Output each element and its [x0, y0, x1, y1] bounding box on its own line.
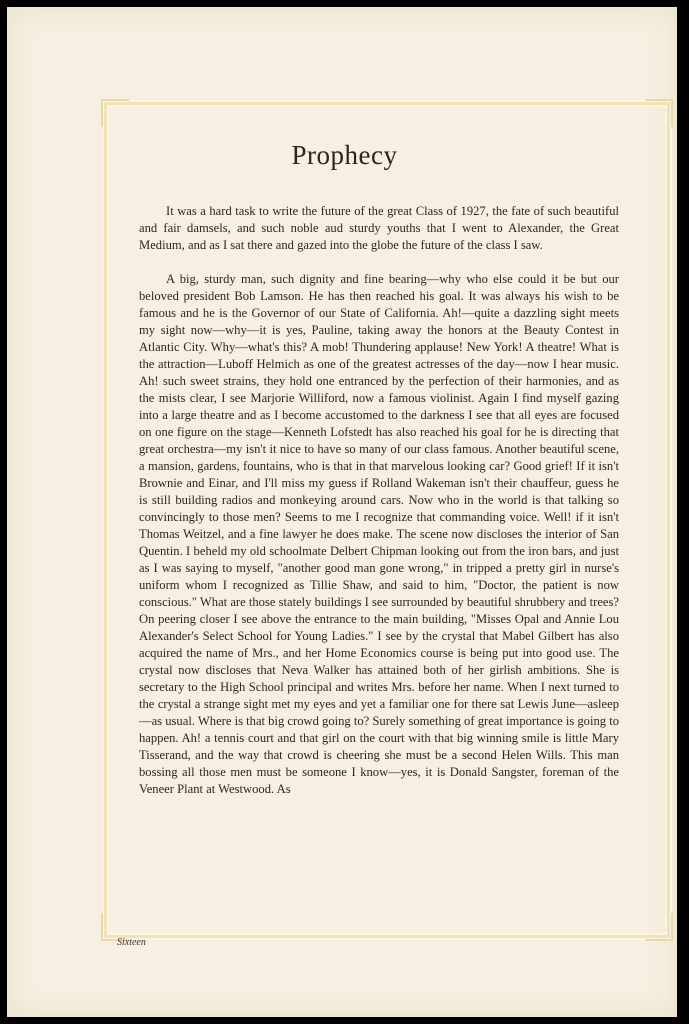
border-corner-ornament	[645, 913, 673, 941]
border-corner-ornament	[101, 99, 129, 127]
body-text	[139, 203, 619, 798]
paragraph-1: It was a hard task to write the future of the great Class of 1927, the fate of such beautiful and fair damsels, and such noble aud sturdy youths that I went to Alexander, the Great Medium, and as I sat there and gazed into the globe the future of the class I saw.	[139, 204, 619, 252]
page-title: Prophecy	[291, 140, 398, 170]
paragraph-2: A big, sturdy man, such dignity and fine bearing—why who else could it be but our beloved president Bob Lamson. He has then reached his goal. It was always his wish to be famous and he is the Governor of our State of California. Ah!—quite a dazzling sight meets my sight now—why—it is yes, Pauline, taking away the honors at the Beauty Contest in Atlantic City. Why—what's this? A mob! Thundering applause! New York! A theatre! What is the attraction—Luboff Helmich as one of the greatest actresses of the day—now I hear music. Ah! such sweet strains, they hold one entranced by the perfection of their harmonies, and as the mists clear, I see Marjorie Williford, now a famous violinist. Again I find myself gazing into a large theatre and as I become accustomed to the darkness I see that all eyes are focused on one figure on the stage—Kenneth Lofstedt has also reached his goal for he is directing that great orchestra—my isn't it nice to have so many of our class famous. Another beautiful scene, a mansion, gardens, fountains, who is that in that marvelous looking car? Good grief! If it isn't Brownie and Einar, and I'll miss my guess if Rolland Wakeman isn't their chauffeur, guess he is still building radios and monkeying around cars. Now who in the world is that talking so convincingly to those men? Seems to me I recognize that commanding voice. Well! if it isn't Thomas Weitzel, and a fine lawyer he does make. The scene now discloses the interior of San Quentin. I beheld my old schoolmate Delbert Chipman looking out from the iron bars, and just as I was saying to myself, "another good man gone wrong," in tripped a pretty girl in nurse's uniform whom I recognized as Tillie Shaw, and said to him, "Doctor, the patient is now conscious." What are those stately buildings I see surrounded by beautiful shrubbery and trees? On peering closer I see above the entrance to the main building, "Misses Opal and Annie Lou Alexander's Select School for Young Ladies." I see by the crystal that Mabel Gilbert has also acquired the name of Mrs., and her Home Economics course is being put into good use. The crystal now discloses that Neva Walker has attained both of her girlish ambitions. She is secretary to the High School principal and writes Mrs. before her name. When I next turned to the crystal a strange sight met my eyes and yet a familiar one for there sat Lewis June—asleep—as usual. Where is that big crowd going to? Surely something of great importance is going to happen. Ah! a tennis court and that girl on the court with that big winning smile is little Mary Tisserand, and the way that crowd is cheering she must be a second Helen Wills. This man bossing all those men must be someone I know—yes, it is Donald Sangster, foreman of the Veneer Plant at Westwood. As	[139, 272, 619, 796]
border-corner-ornament	[645, 99, 673, 127]
page-number: Sixteen	[117, 937, 146, 948]
